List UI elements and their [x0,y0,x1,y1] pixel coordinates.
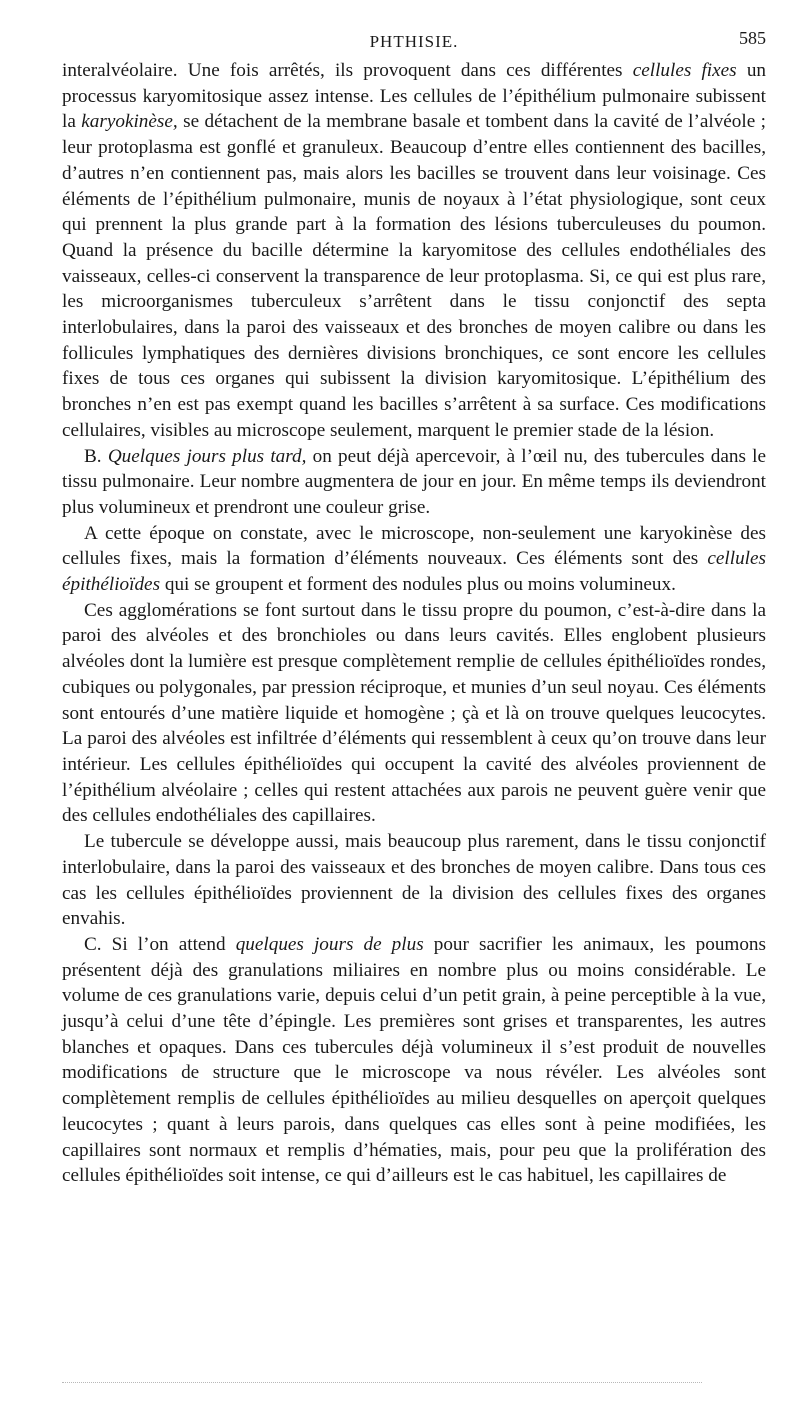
text-run: se détachent de la membrane basale et tombent dans la cavité de l’alvéole ; leur protoplasma est gonflé et granuleux. Beaucoup d’entre elles contiennent des bacilles, d’autres n’en contiennent pas, mais alors les bacilles se trouvent dans leur voisinage. Ces éléments de l’épithélium pulmonaire, munis de noyaux à l’état physiologique, sont ceux qui prennent la plus grande part à la formation des lésions tuberculeuses du poumon. Quand la présence du bacille détermine la karyomitose des cellules endothéliales des vaisseaux, celles-ci conservent la transparence de leur protoplasma. Si, ce qui est plus rare, les microorganismes tuberculeux s’arrêtent dans le tissu conjonctif des septa interlobulaires, dans la paroi des vaisseaux et des bronches de moyen calibre ou dans les follicules lymphatiques des dernières divisions bronchiques, ce sont encore les cellules fixes de tous ces organes qui subissent la division karyomitosique. L’épithélium des bronches n’en est pas exempt quand les bacilles s’arrêtent à sa surface. Ces modifications cellulaires, visibles au microscope seulement, marquent le premier stade de la lésion. [62,111,766,441]
text-run: Le tubercule se développe aussi, mais beaucoup plus rarement, dans le tissu conjonctif interlobulaire, dans la paroi des vaisseaux et des bronches de moyen calibre. Dans tous ces cas les cellules épithélioïdes proviennent de la division des cellules fixes des organes envahis. [62,831,766,930]
body-text [62,58,766,1189]
text-run: un processus karyomitosique assez intense. Les cellules de l’épithélium pulmonaire subissent la [62,60,766,133]
paragraph [62,829,766,932]
text-run: qui se groupent et forment des nodules plus ou moins volumineux. [160,574,676,596]
page-header [62,28,766,58]
text-run: A cette époque on constate, avec le microscope, non-seulement une karyokinèse des cellules fixes, mais la formation d’éléments nouveaux. Ces éléments sont des [62,522,766,570]
paragraph [62,444,766,521]
running-title: PHTHISIE. [369,32,459,51]
text-run: B. [84,445,108,467]
italic-text: Quelques jours plus tard, [107,445,307,467]
page-number: 585 [739,28,766,48]
text-run: on peut déjà apercevoir, à l’œil nu, des tubercules dans le tissu pulmonaire. Leur nombre augmentera de jour en jour. En même temps ils deviendront plus volumineux et prendront une couleur grise. [62,445,766,518]
text-run: pour sacrifier les animaux, les poumons présentent déjà des granulations miliaires en nombre plus ou moins considérable. Le volume de ces granulations varie, depuis celui d’un petit grain, à peine perceptible à la vue, jusqu’à celui d’une tête d’épingle. Les premières sont grises et transparentes, les autres blanches et opaques. Dans ces tubercules déjà volumineux il s’est produit de nouvelles modifications de structure que le microscope va nous révéler. Les alvéoles sont complètement remplis de cellules épithélioïdes au milieu desquelles on aperçoit quelques leucocytes ; quant à leurs parois, dans quelques cas elles sont à peine modifiées, les capillaires sont normaux et remplis d’hématies, mais, pour peu que la prolifération des cellules épithélioïdes soit intense, ce qui d’ailleurs est le cas habituel, les capillaires de [62,933,766,1187]
italic-text: quelques jours de plus [235,933,424,955]
text-run: interalvéolaire. Une fois arrêtés, ils provoquent dans ces différentes [62,60,633,81]
italic-text: cellules fixes [632,60,737,81]
book-page [62,28,766,1189]
italic-text: cellules épithélioïdes [62,548,766,596]
footer-rule [62,1382,702,1383]
paragraph [62,521,766,598]
paragraph [62,598,766,829]
paragraph [62,58,766,444]
text-run: Ces agglomérations se font surtout dans le tissu propre du poumon, c’est-à-dire dans la paroi des alvéoles et des bronchioles ou dans leurs cavités. Elles englobent plusieurs alvéoles dont la lumière est presque complètement remplie de cellules épithélioïdes rondes, cubiques ou polygonales, par pression réciproque, et munies d’un seul noyau. Ces éléments sont entourés d’une matière liquide et homogène ; çà et là on trouve quelques leucocytes. La paroi des alvéoles est infiltrée d’éléments qui ressemblent à ceux qu’on trouve dans leur intérieur. Les cellules épithélioïdes qui occupent la cavité des alvéoles proviennent de l’épithélium alvéolaire ; celles qui restent attachées aux parois ne peuvent guère venir que des cellules endothéliales des capillaires. [62,599,766,827]
paragraph [62,932,766,1189]
italic-text: karyokinèse, [81,111,178,133]
text-run: C. Si l’on attend [84,933,236,955]
